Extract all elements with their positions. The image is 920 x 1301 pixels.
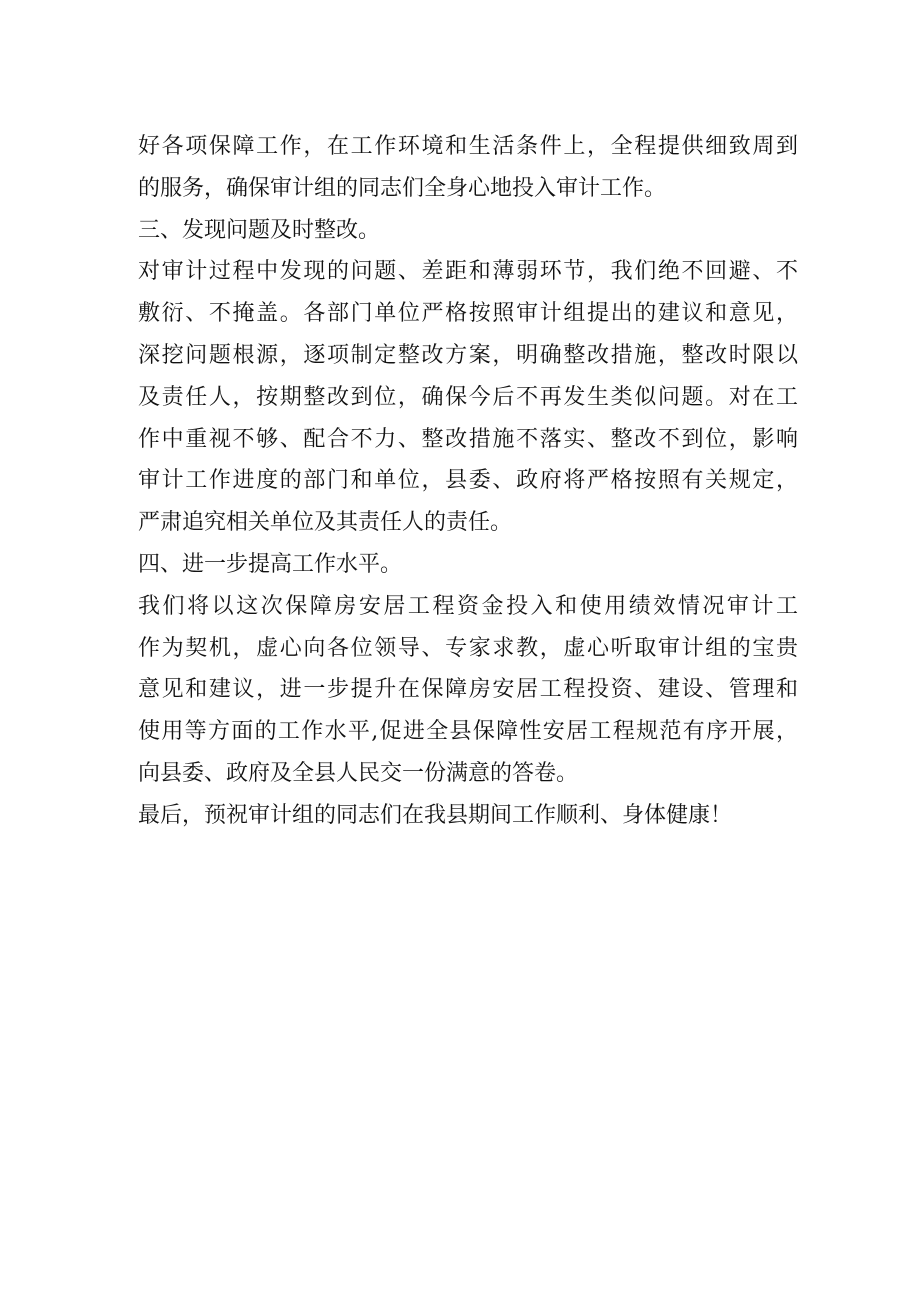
document-body	[138, 126, 798, 837]
paragraph-line: 我们将以这次保障房安居工程资金投入和使用绩效情况审计工	[138, 593, 798, 619]
section-heading-4: 四、进一步提高工作水平。	[138, 551, 403, 577]
paragraph-line: 敷衍、不掩盖。各部门单位严格按照审计组提出的建议和意见，	[138, 301, 798, 327]
paragraph-line: 作中重视不够、配合不力、整改措施不落实、整改不到位，影响	[138, 426, 798, 452]
closing-line: 最后，预祝审计组的同志们在我县期间工作顺利、身体健康！	[138, 802, 733, 828]
paragraph-line: 好各项保障工作，在工作环境和生活条件上，全程提供细致周到	[138, 134, 798, 159]
paragraph-line: 对审计过程中发现的问题、差距和薄弱环节，我们绝不回避、不	[138, 259, 798, 285]
paragraph-line: 及责任人，按期整改到位，确保今后不再发生类似问题。对在工	[138, 384, 798, 410]
paragraph-line: 审计工作进度的部门和单位，县委、政府将严格按照有关规定，	[138, 468, 798, 494]
paragraph-line: 使用等方面的工作水平,促进全县保障性安居工程规范有序开展，	[138, 719, 798, 745]
paragraph-line: 向县委、政府及全县人民交一份满意的答卷。	[138, 760, 579, 786]
section-heading-3: 三、发现问题及时整改。	[138, 217, 381, 243]
paragraph-line: 的服务，确保审计组的同志们全身心地投入审计工作。	[138, 175, 667, 201]
paragraph-line: 意见和建议，进一步提升在保障房安居工程投资、建设、管理和	[138, 677, 798, 703]
paragraph-line: 作为契机，虚心向各位领导、专家求教，虚心听取审计组的宝贵	[138, 635, 798, 661]
paragraph-line: 深挖问题根源，逐项制定整改方案，明确整改措施，整改时限以	[138, 342, 798, 368]
paragraph-line: 严肃追究相关单位及其责任人的责任。	[138, 510, 513, 536]
